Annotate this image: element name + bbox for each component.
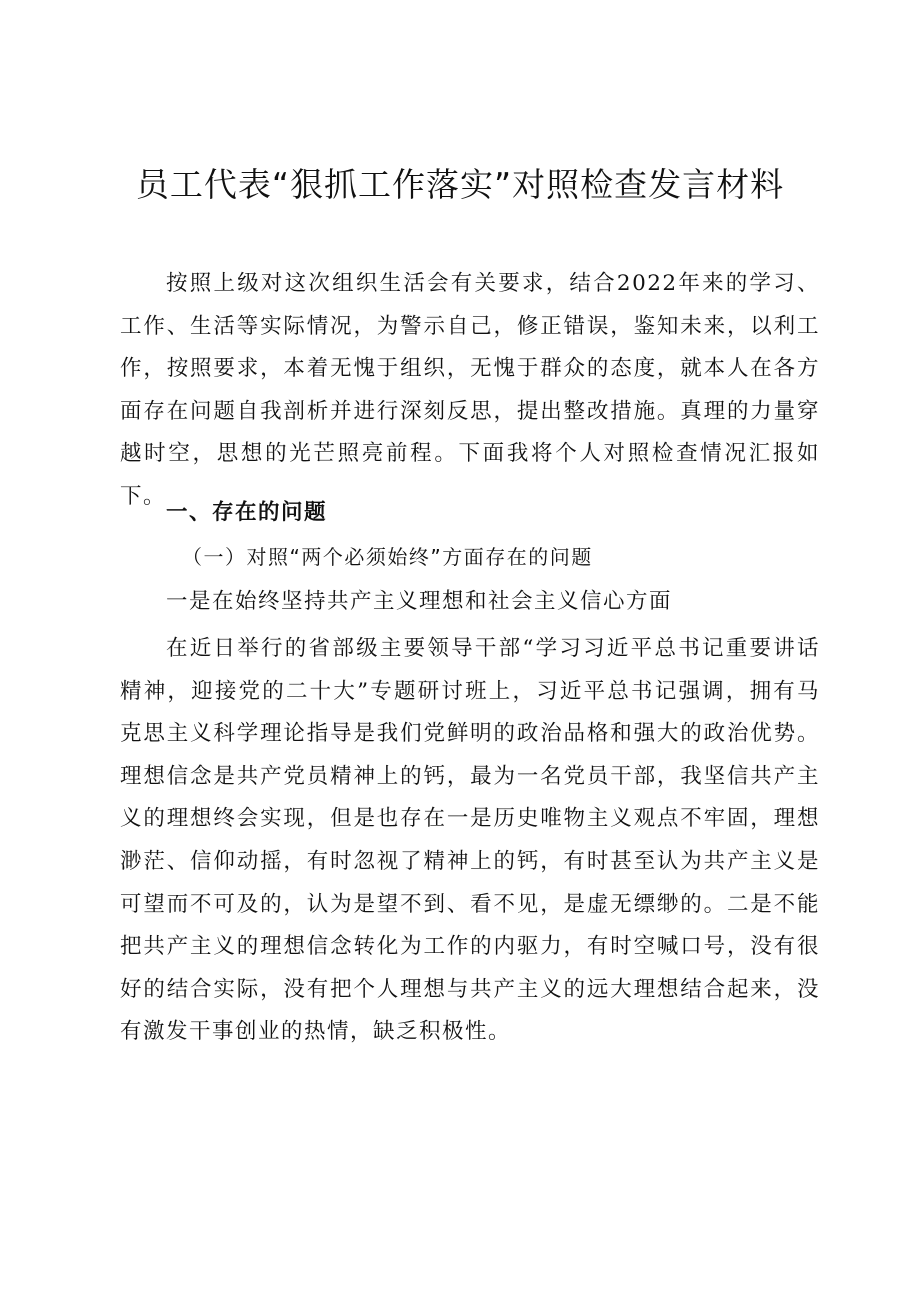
document-title: 员工代表“狠抓工作落实”对照检查发言材料	[135, 165, 785, 204]
point-heading: 一是在始终坚持共产主义理想和社会主义信心方面	[166, 589, 673, 614]
body-paragraph: 在近日举行的省部级主要领导干部“学习习近平总书记重要讲话精神，迎接党的二十大”专题研讨班上，习近平总书记强调，拥有马克思主义科学理论指导是我们党鲜明的政治品格和强大的政治优势。理想信念是共产党员精神上的钙，最为一名党员干部，我坚信共产主义的理想终会实现，但是也存在一是历史唯物主义观点不牢固，理想渺茫、信仰动摇，有时忽视了精神上的钙，有时甚至认为共产主义是可望而不可及的，认为是望不到、看不见，是虚无缥缈的。二是不能把共产主义的理想信念转化为工作的内驱力，有时空喊口号，没有很好的结合实际，没有把个人理想与共产主义的远大理想结合起来，没有激发干事创业的热情，缺乏积极性。	[120, 636, 820, 1045]
subsection-heading: （一）对照“两个必须始终”方面存在的问题	[182, 545, 593, 569]
section-heading-problems: 一、存在的问题	[166, 500, 328, 525]
intro-paragraph: 按照上级对这次组织生活会有关要求，结合2022年来的学习、工作、生活等实际情况，为警示自己，修正错误，鉴知未来，以利工作，按照要求，本着无愧于组织，无愧于群众的态度，就本人在各方面存在问题自我剖析并进行深刻反思，提出整改措施。真理的力量穿越时空，思想的光芒照亮前程。下面我将个人对照检查情况汇报如下。	[120, 271, 820, 509]
